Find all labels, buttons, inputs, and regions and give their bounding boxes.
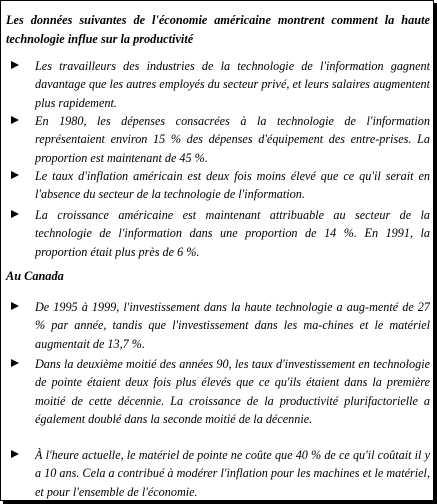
list-item-text: À l'heure actuelle, le matériel de pointe ne coûte que 40 % de ce qu'il coûtait il y a 10 ans. Cela a contribué à modérer l'inflation pour les machines et le matériel, et pour l'ensemble de l'économie. [35, 448, 430, 499]
list-item [6, 206, 430, 261]
triangle-right-bullet-icon [10, 209, 20, 219]
list-item-text: Le taux d'inflation américain est deux fois moins élevé que ce qu'il serait en l'absence du secteur de la technologie de l'information. [35, 169, 430, 202]
list-item-text: Dans la deuxième moitié des années 90, les taux d'investissement en technologie de pointe étaient deux fois plus élevés que ce qu'ils étaient dans la première moitié de cette décennie. La croissance de la productivité plurifactorielle a également doublé dans la seconde moitié de la décennie. [35, 357, 430, 426]
triangle-right-bullet-icon [10, 115, 20, 125]
list-item-text: De 1995 à 1999, l'investissement dans la haute technologie a aug-menté de 27 % par année, tandis que l'investissement dans les ma-chines et le matériel augmentait de 13,7 %. [35, 300, 430, 351]
list-item [6, 57, 430, 111]
list-item [6, 167, 430, 204]
triangle-right-bullet-icon [10, 170, 20, 180]
section-heading-canada: Au Canada [6, 269, 64, 283]
list-item-text: Les travailleurs des industries de la technologie de l'information gagnent davantage que les autres employés du secteur privé, et leurs salaires augmentent plus rapidement. [35, 59, 430, 110]
triangle-right-bullet-icon [10, 449, 20, 459]
triangle-right-bullet-icon [10, 60, 20, 70]
triangle-right-bullet-icon [10, 301, 20, 311]
intro-paragraph: Les données suivantes de l'économie américaine montrent comment la haute technologie influe sur la productivité [6, 13, 430, 46]
list-item [6, 298, 430, 353]
list-item-text: La croissance américaine est maintenant attribuable au secteur de la technologie de l'information dans une proportion de 14 %. En 1991, la proportion était plus près de 6 %. [35, 208, 430, 259]
list-item [6, 112, 430, 166]
triangle-right-bullet-icon [10, 358, 20, 368]
list-item [6, 355, 430, 445]
list-item [6, 446, 430, 500]
list-item-text: En 1980, les dépenses consacrées à la technologie de l'information représentaient environ 15 % des dépenses d'équipement des entre-prises. La proportion est maintenant de 45 %. [35, 114, 430, 165]
